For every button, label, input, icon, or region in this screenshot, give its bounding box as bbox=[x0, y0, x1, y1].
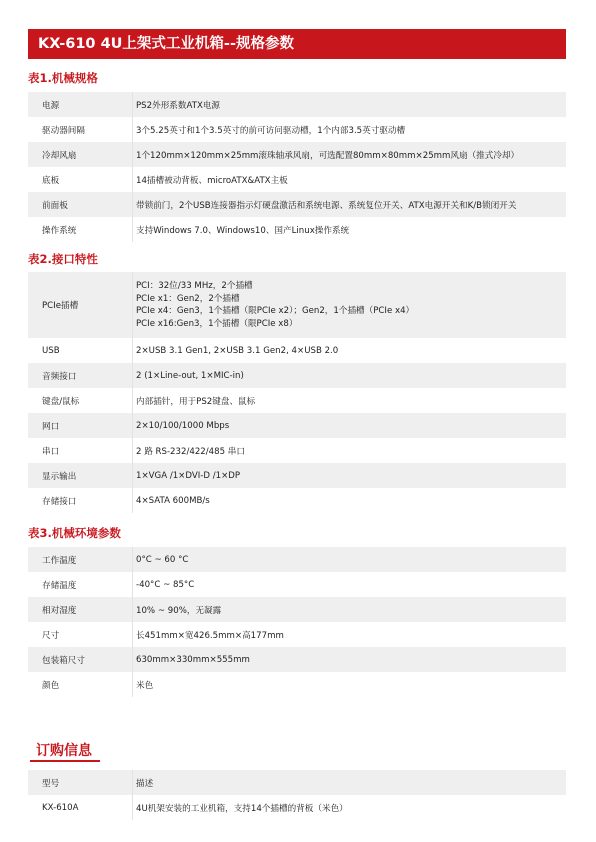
table-row bbox=[28, 463, 566, 488]
table-row bbox=[28, 117, 566, 142]
table-row bbox=[28, 622, 566, 647]
table-row bbox=[28, 167, 566, 192]
pcie-line: PCIe x16:Gen3，1个插槽（限PCIe x8） bbox=[136, 318, 298, 329]
row-value: 2 路 RS-232/422/485 串口 bbox=[133, 438, 566, 463]
mechanical-spec-table bbox=[28, 92, 566, 242]
row-label: 显示输出 bbox=[28, 463, 133, 488]
row-value: PS2外形系数ATX电源 bbox=[133, 92, 566, 117]
row-label: 电源 bbox=[28, 92, 133, 117]
model-description: 4U机架安装的工业机箱，支持14个插槽的背板（米色） bbox=[133, 795, 566, 820]
row-value: 2 (1×Line-out, 1×MIC-in) bbox=[133, 363, 566, 388]
row-value: 长451mm×宽426.5mm×高177mm bbox=[133, 622, 566, 647]
order-table bbox=[28, 770, 566, 820]
row-value: 支持Windows 7.0、Windows10、国产Linux操作系统 bbox=[133, 217, 566, 242]
row-label: 包装箱尺寸 bbox=[28, 647, 133, 672]
header-description: 描述 bbox=[133, 770, 566, 795]
row-value: 3个5.25英寸和1个3.5英寸的前可访问驱动槽，1个内部3.5英寸驱动槽 bbox=[133, 117, 566, 142]
row-label: 存储接口 bbox=[28, 488, 133, 513]
table-row bbox=[28, 92, 566, 117]
section-heading-mechanical: 表1.机械规格 bbox=[28, 71, 98, 85]
order-info-title: 订购信息 bbox=[36, 743, 92, 759]
table-row bbox=[28, 672, 566, 697]
table-row bbox=[28, 272, 566, 338]
order-heading-underline bbox=[30, 760, 100, 762]
row-value bbox=[133, 272, 566, 338]
row-value: 1个120mm×120mm×25mm滚珠轴承风扇，可选配置80mm×80mm×25mm风扇（推式冷却） bbox=[133, 142, 566, 167]
environment-spec-table bbox=[28, 547, 566, 697]
row-value: 0°C ~ 60 °C bbox=[133, 547, 566, 572]
table-row bbox=[28, 217, 566, 242]
row-label: PCIe插槽 bbox=[28, 272, 133, 338]
row-label: 底板 bbox=[28, 167, 133, 192]
row-value: 630mm×330mm×555mm bbox=[133, 647, 566, 672]
row-label: 串口 bbox=[28, 438, 133, 463]
header-model: 型号 bbox=[28, 770, 133, 795]
row-value: 内部插针，用于PS2键盘、鼠标 bbox=[133, 388, 566, 413]
table-row bbox=[28, 338, 566, 363]
model-number: KX-610A bbox=[28, 795, 133, 820]
table-row bbox=[28, 647, 566, 672]
row-value: 4×SATA 600MB/s bbox=[133, 488, 566, 513]
row-value: 带锁前门，2个USB连接器指示灯硬盘激活和系统电源、系统复位开关、ATX电源开关和K/B锁闭开关 bbox=[133, 192, 566, 217]
row-label: 存储温度 bbox=[28, 572, 133, 597]
row-label: 键盘/鼠标 bbox=[28, 388, 133, 413]
table-header-row bbox=[28, 770, 566, 795]
table-row bbox=[28, 547, 566, 572]
row-label: 工作温度 bbox=[28, 547, 133, 572]
row-value: 14插槽被动背板、microATX&ATX主板 bbox=[133, 167, 566, 192]
pcie-line: PCIe x4：Gen3，1个插槽（限PCIe x2）；Gen2，1个插槽（PCIe x4） bbox=[136, 306, 415, 316]
row-label: 驱动器间隔 bbox=[28, 117, 133, 142]
row-label: 相对湿度 bbox=[28, 597, 133, 622]
interface-spec-table bbox=[28, 272, 566, 513]
row-label: 冷却风扇 bbox=[28, 142, 133, 167]
table-row bbox=[28, 795, 566, 820]
row-label: 颜色 bbox=[28, 672, 133, 697]
row-value: 2×10/100/1000 Mbps bbox=[133, 413, 566, 438]
row-value: -40°C ~ 85°C bbox=[133, 572, 566, 597]
row-value: 米色 bbox=[133, 672, 566, 697]
section-heading-interfaces: 表2.接口特性 bbox=[28, 252, 98, 266]
page-title: KX-610 4U上架式工业机箱--规格参数 bbox=[28, 29, 566, 59]
row-label: USB bbox=[28, 338, 133, 363]
row-label: 网口 bbox=[28, 413, 133, 438]
row-label: 尺寸 bbox=[28, 622, 133, 647]
pcie-line: PCIe x1：Gen2，2个插槽 bbox=[136, 293, 240, 304]
row-value: 10% ~ 90%，无凝露 bbox=[133, 597, 566, 622]
row-value: 1×VGA /1×DVI-D /1×DP bbox=[133, 463, 566, 488]
table-row bbox=[28, 363, 566, 388]
row-label: 操作系统 bbox=[28, 217, 133, 242]
row-value: 2×USB 3.1 Gen1, 2×USB 3.1 Gen2, 4×USB 2.0 bbox=[133, 338, 566, 363]
row-label: 音频接口 bbox=[28, 363, 133, 388]
table-row bbox=[28, 438, 566, 463]
pcie-line: PCI：32位/33 MHz，2个插槽 bbox=[136, 281, 253, 291]
section-heading-environment: 表3.机械环境参数 bbox=[28, 526, 121, 540]
order-info-heading bbox=[36, 740, 92, 760]
table-row bbox=[28, 488, 566, 513]
table-row bbox=[28, 597, 566, 622]
row-label: 前面板 bbox=[28, 192, 133, 217]
table-row bbox=[28, 192, 566, 217]
table-row bbox=[28, 142, 566, 167]
table-row bbox=[28, 413, 566, 438]
table-row bbox=[28, 388, 566, 413]
table-row bbox=[28, 572, 566, 597]
